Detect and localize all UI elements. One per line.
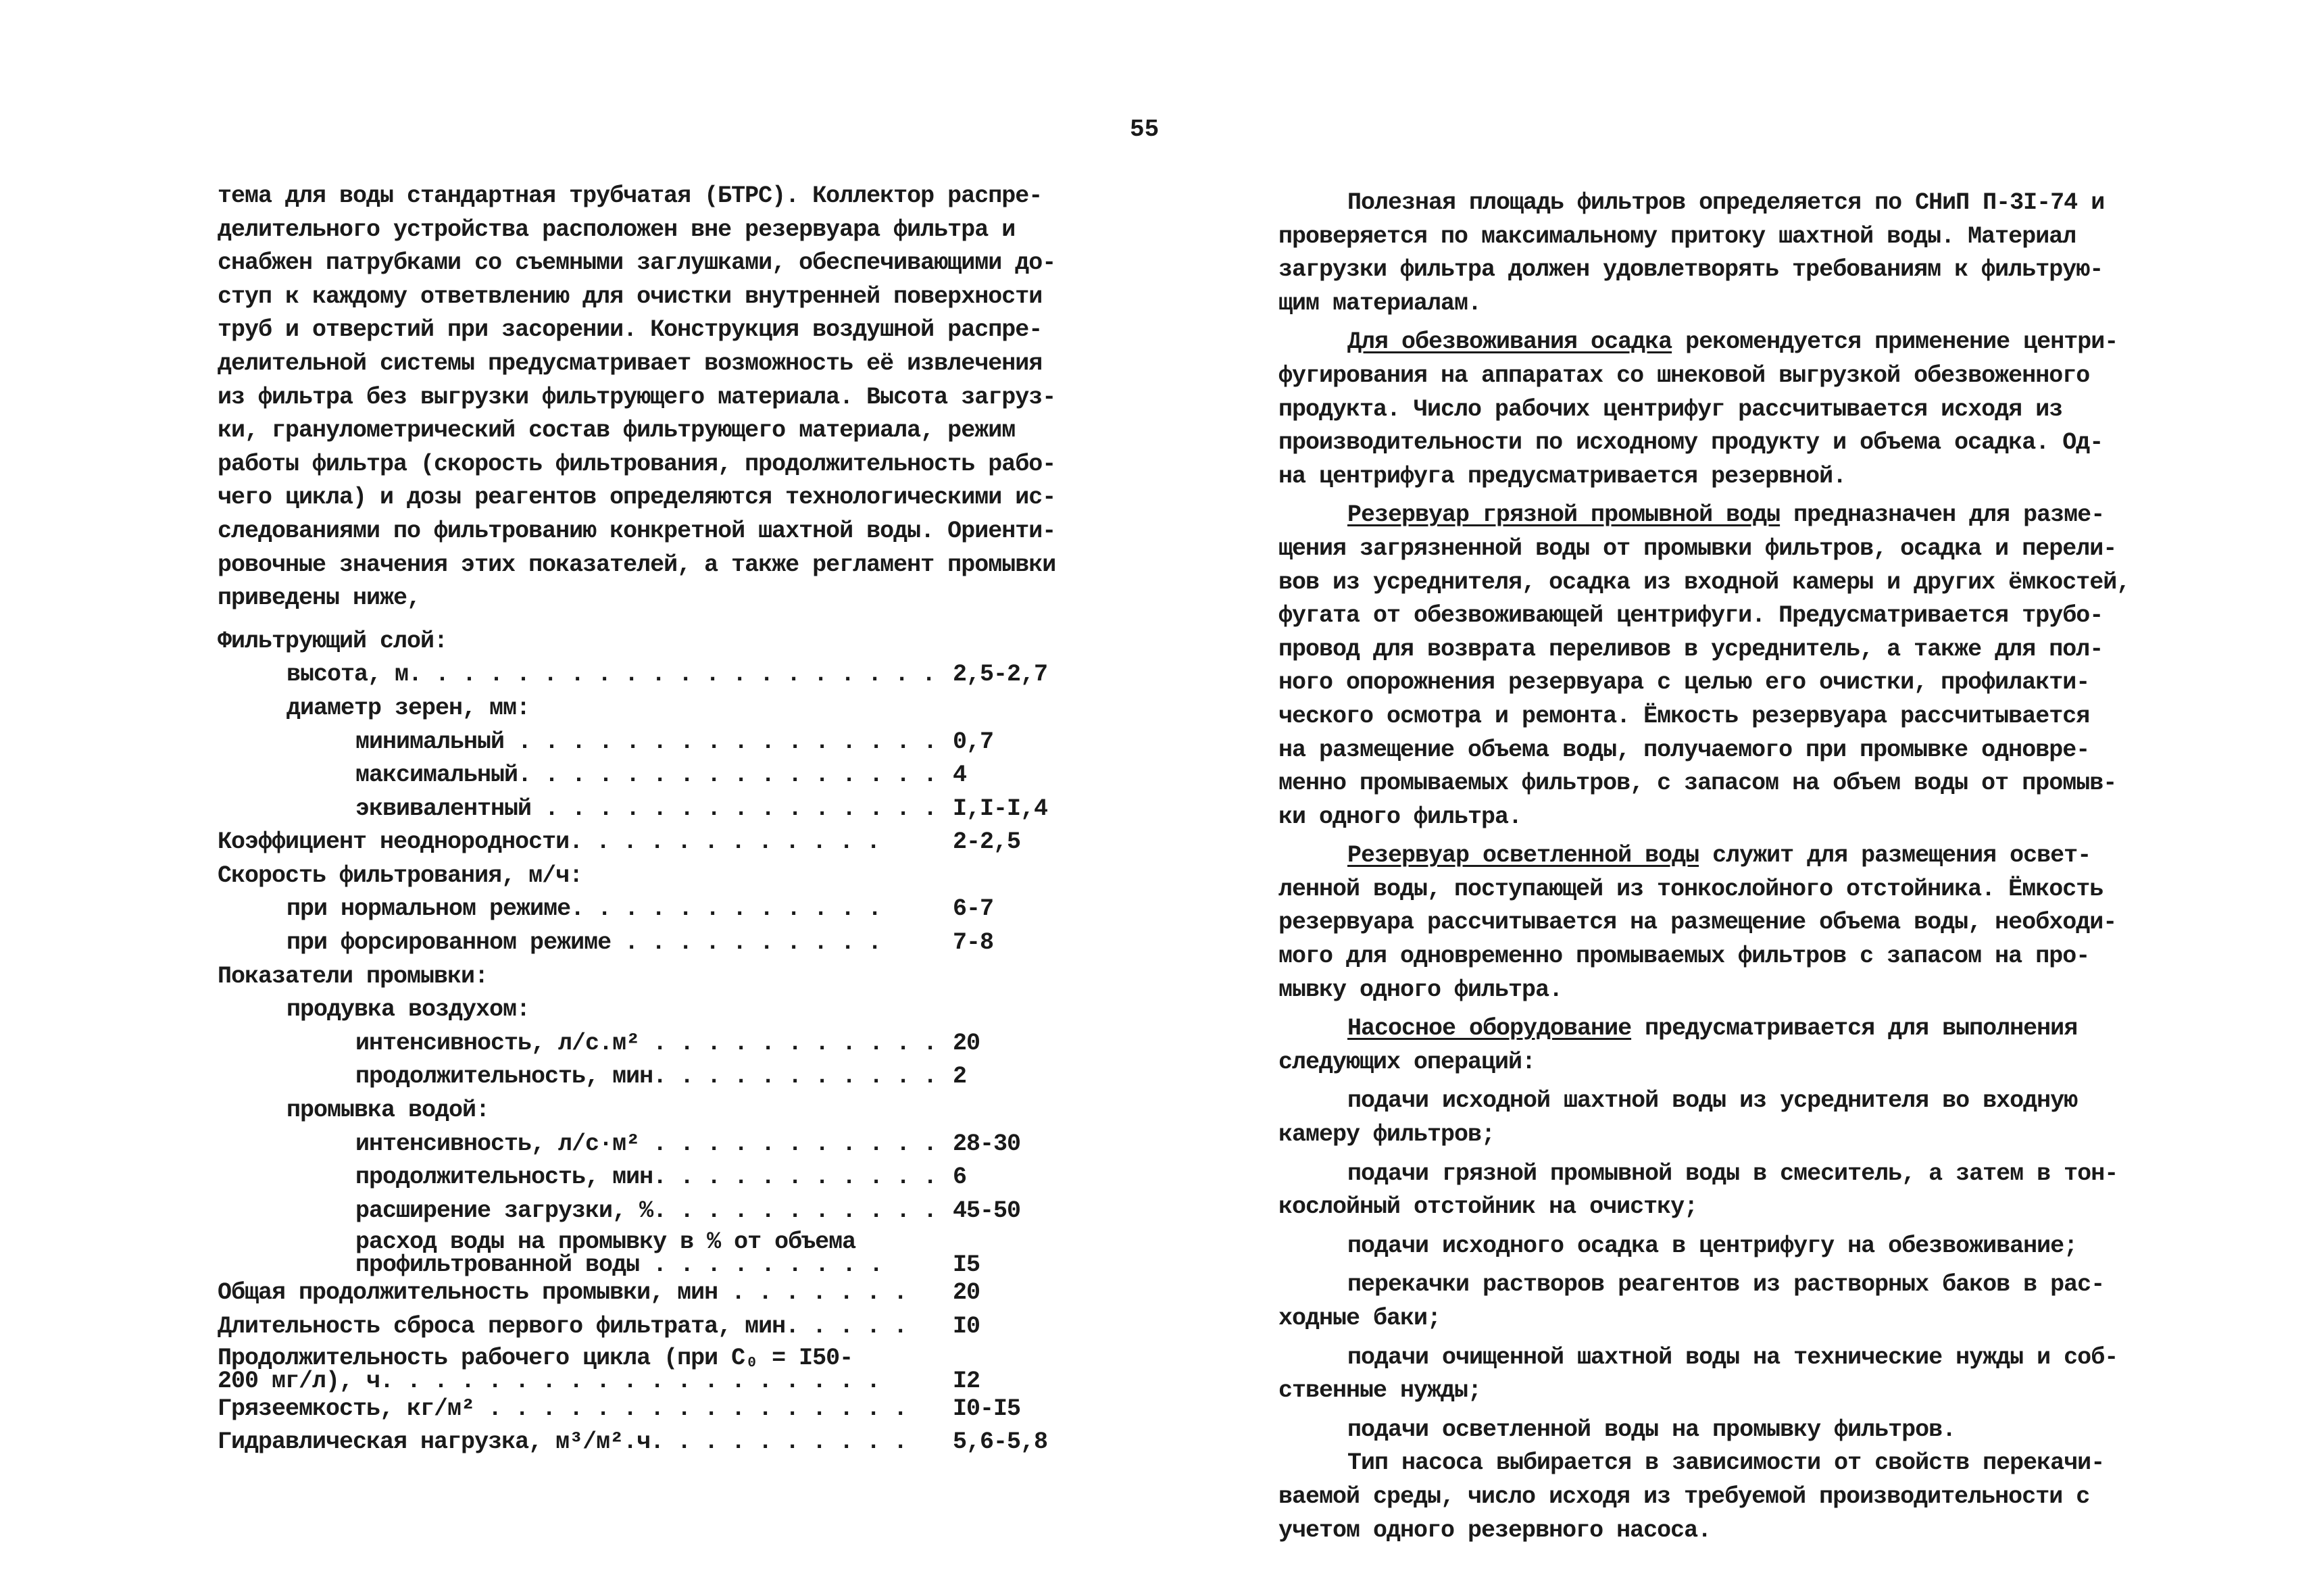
list-item: подачи исходного осадка в центрифугу на обезвоживание;: [1347, 1232, 2078, 1260]
text-line: провод для возврата переливов в усреднитель, а также для пол-: [1278, 635, 2104, 663]
spec-label: Скорость фильтрования, м/ч:: [218, 862, 583, 889]
section-heading: Резервуар осветленной воды: [1347, 842, 1699, 870]
spec-value: 6-7: [953, 895, 994, 923]
spec-row: [218, 1027, 1116, 1061]
left-column: [218, 180, 1116, 1460]
spec-label: интенсивность, л/с·м² . . . . . . . . . . .: [355, 1130, 937, 1157]
list-item: подачи осветленной воды на промывку фильтров.: [1347, 1416, 1956, 1443]
spec-value: I,I-I,4: [953, 795, 1048, 822]
spec-row: [218, 1128, 1116, 1162]
page-number: 55: [1130, 116, 1160, 143]
filter-spec-list: [218, 625, 1116, 1460]
spec-label: Длительность сброса первого фильтрата, мин. . . . .: [218, 1313, 907, 1340]
text-line: щения загрязненной воды от промывки фильтров, осадка и перели-: [1278, 534, 2117, 562]
spec-label-line: 200 мг/л), ч. . . . . . . . . . . . . . . . . . .: [218, 1367, 880, 1395]
text-line: ступ к каждому ответвлению для очистки внутренней поверхности: [218, 282, 1043, 310]
list-item-continuation: ходные баки;: [1278, 1305, 1441, 1332]
spec-row: [218, 1161, 1116, 1195]
spec-row: [218, 726, 1116, 759]
text-fragment: предусматривается для выполнения: [1631, 1015, 2078, 1043]
text-line: производительности по исходному продукту и объема осадка. Од-: [1278, 429, 2104, 457]
spec-label: эквивалентный . . . . . . . . . . . . . . .: [355, 795, 937, 822]
text-line: продукта. Число рабочих центрифуг рассчитывается исходя из: [1278, 395, 2063, 423]
text-line: приведены ниже,: [218, 584, 421, 612]
text-line: учетом одного резервного насоса.: [1278, 1516, 1712, 1544]
spec-row: [218, 859, 1116, 893]
spec-value: I2: [953, 1367, 980, 1395]
text-fragment: служит для размещения освет-: [1699, 842, 2091, 870]
paragraph-clarified-water-tank: [1278, 839, 2137, 1007]
text-line: резервуара рассчитывается на размещение объема воды, необходи-: [1278, 909, 2117, 937]
spec-label-line: профильтрованной воды . . . . . . . . .: [355, 1251, 883, 1279]
spec-label: максимальный. . . . . . . . . . . . . . . .: [355, 762, 937, 789]
spec-row: [218, 926, 1116, 960]
text-line: мого для одновременно промываемых фильтров с запасом на про-: [1278, 943, 2090, 970]
text-line: чего цикла) и дозы реагентов определяются технологическими ис-: [218, 484, 1056, 512]
spec-row: [218, 1344, 1116, 1393]
spec-label: продувка воздухом:: [287, 996, 530, 1024]
text-fragment: предназначен для разме-: [1780, 501, 2105, 529]
spec-value: 2,5-2,7: [953, 661, 1048, 689]
text-line: следующих операций:: [1278, 1048, 1536, 1076]
text-line: ленной воды, поступающей из тонкослойного отстойника. Ёмкость: [1278, 875, 2104, 903]
spec-row: [218, 692, 1116, 726]
spec-row: [218, 960, 1116, 994]
text-line: мывку одного фильтра.: [1278, 976, 1563, 1003]
text-line: менно промываемых фильтров, с запасом на объем воды от промыв-: [1278, 770, 2117, 797]
spec-value: 28-30: [953, 1130, 1021, 1157]
paragraph-pump-equipment: [1278, 1012, 2137, 1079]
spec-label-line: Продолжительность рабочего цикла (при C₀ = I50-: [218, 1344, 853, 1372]
list-item-continuation: ственные нужды;: [1278, 1377, 1482, 1405]
spec-label-line: расход воды на промывку в % от объема: [355, 1228, 856, 1256]
text-line: на размещение объема воды, получаемого при промывке одновре-: [1278, 736, 2090, 764]
paragraph-dewatering: [1278, 326, 2137, 493]
text-line: фугирования на аппаратах со шнековой выгрузкой обезвоженного: [1278, 361, 2090, 389]
text-line: щим материалам.: [1278, 289, 1482, 317]
text-line: труб и отверстий при засорении. Конструкция воздушной распре-: [218, 316, 1043, 344]
list-item-continuation: кослойный отстойник на очистку;: [1278, 1193, 1698, 1221]
spec-label: [355, 1228, 883, 1279]
text-line: ки одного фильтра.: [1278, 803, 1522, 830]
text-line: ровочные значения этих показателей, а также регламент промывки: [218, 551, 1056, 578]
spec-label: при форсированном режиме . . . . . . . . . .: [287, 929, 882, 957]
spec-label: Грязеемкость, кг/м² . . . . . . . . . . . . . . . .: [218, 1395, 907, 1422]
spec-label: при нормальном режиме. . . . . . . . . . . .: [287, 895, 882, 923]
spec-label: Гидравлическая нагрузка, м³/м².ч. . . . . . . . . .: [218, 1428, 907, 1456]
spec-label: Общая продолжительность промывки, мин . . . . . . .: [218, 1279, 907, 1307]
spec-value: 5,6-5,8: [953, 1428, 1048, 1456]
text-line: делительного устройства расположен вне резервуара фильтра и: [218, 216, 1016, 243]
text-line: [1278, 1012, 2137, 1046]
list-item: подачи грязной промывной воды в смеситель, а затем в тон-: [1347, 1159, 2118, 1187]
spec-value: 45-50: [953, 1197, 1021, 1224]
text-fragment: рекомендуется применение центри-: [1672, 328, 2118, 356]
text-line: тема для воды стандартная трубчатая (БТРС). Коллектор распре-: [218, 182, 1043, 209]
spec-row: [218, 893, 1116, 926]
spec-row: [218, 625, 1116, 659]
spec-row: [218, 793, 1116, 826]
spec-value: 20: [953, 1029, 980, 1057]
list-item: подачи очищенной шахтной воды на технические нужды и соб-: [1347, 1343, 2118, 1371]
spec-label: [218, 1344, 880, 1395]
text-line: [1278, 326, 2137, 359]
paragraph-pump-type: [1278, 1447, 2137, 1547]
spec-value: I0-I5: [953, 1395, 1021, 1422]
text-line: фугата от обезвоживающей центрифуги. Предусматривается трубо-: [1278, 602, 2104, 630]
text-line: загрузки фильтра должен удовлетворять требованиям к фильтрую-: [1278, 256, 2104, 284]
text-line: из фильтра без выгрузки фильтрующего материала. Высота загруз-: [218, 383, 1056, 411]
paragraph-dirty-water-tank: [1278, 499, 2137, 834]
text-line: делительной системы предусматривает возможность её извлечения: [218, 349, 1043, 377]
spec-row: [218, 826, 1116, 859]
text-line: работы фильтра (скорость фильтрования, продолжительность рабо-: [218, 450, 1056, 478]
spec-label: интенсивность, л/с.м² . . . . . . . . . . .: [355, 1029, 937, 1057]
text-line: ки, гранулометрический состав фильтрующего материала, режим: [218, 417, 1016, 445]
spec-value: 0,7: [953, 728, 994, 755]
text-line: снабжен патрубками со съемными заглушками, обеспечивающими до-: [218, 249, 1056, 277]
spec-label: минимальный . . . . . . . . . . . . . . . .: [355, 728, 937, 755]
text-line: [1278, 839, 2137, 873]
section-heading: Насосное оборудование: [1347, 1015, 1632, 1043]
text-line: ваемой среды, число исходя из требуемой производительности с: [1278, 1482, 2090, 1510]
spec-row: [218, 993, 1116, 1027]
list-item-continuation: камеру фильтров;: [1278, 1121, 1495, 1149]
spec-row: [218, 1195, 1116, 1228]
text-line: ного опорожнения резервуара с целью его очистки, профилакти-: [1278, 669, 2090, 697]
text-line: Полезная площадь фильтров определяется по СНиП П-3I-74 и: [1347, 189, 2105, 216]
spec-row: [218, 1228, 1116, 1279]
list-item: подачи исходной шахтной воды из усреднителя во входную: [1347, 1087, 2078, 1115]
list-item: перекачки растворов реагентов из растворных баков в рас-: [1347, 1271, 2105, 1299]
spec-value: 20: [953, 1279, 980, 1307]
spec-value: I5: [953, 1251, 980, 1279]
spec-row: [218, 1060, 1116, 1094]
spec-label: диаметр зерен, мм:: [287, 694, 530, 722]
text-line: Тип насоса выбирается в зависимости от свойств перекачи-: [1347, 1449, 2105, 1477]
spec-label: Фильтрующий слой:: [218, 627, 448, 655]
spec-label: промывка водой:: [287, 1097, 490, 1124]
text-line: ческого осмотра и ремонта. Ёмкость резервуара рассчитывается: [1278, 702, 2090, 730]
spec-value: 2-2,5: [953, 828, 1021, 856]
intro-paragraph: [218, 180, 1116, 616]
text-line: [1278, 499, 2137, 532]
section-heading: Резервуар грязной промывной воды: [1347, 501, 1781, 529]
spec-row: [218, 658, 1116, 692]
spec-label: Коэффициент неоднородности. . . . . . . . . . . .: [218, 828, 880, 856]
text-line: следованиями по фильтрованию конкретной шахтной воды. Ориенти-: [218, 517, 1056, 545]
spec-row: [218, 1393, 1116, 1426]
spec-row: [218, 1276, 1116, 1310]
right-column: [1278, 186, 2137, 1547]
spec-label: расширение загрузки, %. . . . . . . . . . .: [355, 1197, 937, 1224]
text-line: вов из усреднителя, осадка из входной камеры и других ёмкостей,: [1278, 568, 2131, 596]
spec-value: 2: [953, 1063, 967, 1091]
spec-row: [218, 1310, 1116, 1344]
spec-value: 4: [953, 762, 967, 789]
spec-row: [218, 1094, 1116, 1128]
spec-label: Показатели промывки:: [218, 962, 489, 990]
section-heading: Для обезвоживания осадка: [1347, 328, 1672, 356]
operations-list: [1278, 1084, 2137, 1447]
paragraph-filter-area: [1278, 186, 2137, 320]
spec-value: 7-8: [953, 929, 994, 957]
spec-label: высота, м. . . . . . . . . . . . . . . . . . . .: [287, 661, 936, 689]
spec-value: I0: [953, 1313, 980, 1340]
text-line: проверяется по максимальному притоку шахтной воды. Материал: [1278, 222, 2076, 250]
spec-row: [218, 759, 1116, 793]
spec-row: [218, 1426, 1116, 1460]
spec-label: продолжительность, мин. . . . . . . . . . .: [355, 1063, 937, 1091]
text-line: на центрифуга предусматривается резервной.: [1278, 462, 1847, 490]
spec-value: 6: [953, 1164, 967, 1191]
spec-label: продолжительность, мин. . . . . . . . . . .: [355, 1164, 937, 1191]
